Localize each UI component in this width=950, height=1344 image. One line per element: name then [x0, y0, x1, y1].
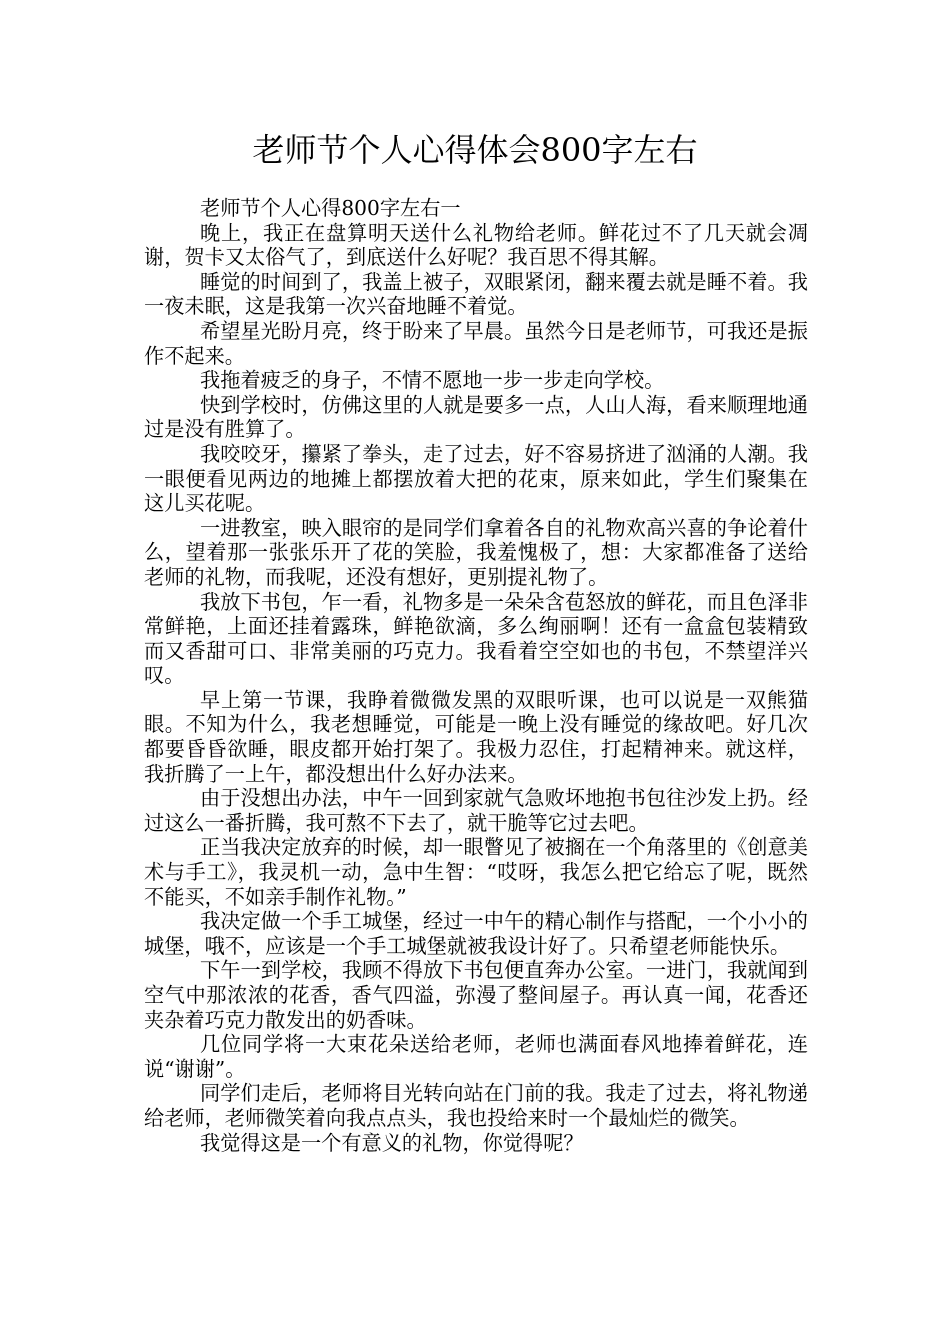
paragraph: 我觉得这是一个有意义的礼物，你觉得呢？ [200, 1130, 584, 1155]
paragraph: 我拖着疲乏的身子，不情不愿地一步一步走向学校。 [200, 368, 665, 393]
paragraph: 同学们走后，老师将目光转向站在门前的我。我走了过去，将礼物递给老师，老师微笑着向我点点头，我也投给来时一个最灿烂的微笑。 [144, 1081, 808, 1130]
paragraph: 我咬咬牙，攥紧了拳头，走了过去，好不容易挤进了汹涌的人潮。我一眼便看见两边的地摊上都摆放着大把的花束，原来如此，学生们聚集在这儿买花呢。 [144, 441, 808, 516]
paragraph: 晚上，我正在盘算明天送什么礼物给老师。鲜花过不了几天就会凋谢，贺卡又太俗气了，到底送什么好呢？我百思不得其解。 [144, 220, 808, 270]
paragraph: 希望星光盼月亮，终于盼来了早晨。虽然今日是老师节，可我还是振作不起来。 [144, 318, 808, 368]
paragraph: 一进教室，映入眼帘的是同学们拿着各自的礼物欢高兴喜的争论着什么，望着那一张张乐开了花的笑脸，我羞愧极了，想：大家都准备了送给老师的礼物，而我呢，还没有想好，更别提礼物了。 [144, 515, 808, 589]
paragraph: 正当我决定放弃的时候，却一眼瞥见了被搁在一个角落里的《创意美术与手工》，我灵机一动，急中生智：“哎呀，我怎么把它给忘了呢，既然不能买，不如亲手制作礼物。” [144, 835, 808, 909]
paragraph: 老师节个人心得800字左右一 [200, 196, 461, 220]
paragraph: 我放下书包，乍一看，礼物多是一朵朵含苞怒放的鲜花，而且色泽非常鲜艳，上面还挂着露珠，鲜艳欲滴，多么绚丽啊！还有一盒盒包装精致而又香甜可口、非常美丽的巧克力。我看着空空如也的书包，不禁望洋兴叹。 [144, 589, 808, 688]
document-title: 老师节个人心得体会800字左右 [252, 131, 698, 169]
paragraph: 由于没想出办法，中午一回到家就气急败坏地抱书包往沙发上扔。经过这么一番折腾，我可熬不下去了，就干脆等它过去吧。 [144, 786, 808, 835]
paragraph: 早上第一节课，我睁着微微发黑的双眼听课，也可以说是一双熊猫眼。不知为什么，我老想睡觉，可能是一晚上没有睡觉的缘故吧。好几次都要昏昏欲睡，眼皮都开始打架了。我极力忍住，打起精神来。就这样，我折腾了一上午，都没想出什么好办法来。 [144, 687, 808, 786]
paragraph: 快到学校时，仿佛这里的人就是要多一点，人山人海，看来顺理地通过是没有胜算了。 [144, 392, 808, 442]
paragraph: 几位同学将一大束花朵送给老师，老师也满面春风地捧着鲜花，连说“谢谢”。 [144, 1032, 808, 1081]
paragraph: 我决定做一个手工城堡，经过一中午的精心制作与搭配，一个小小的城堡，哦不，应该是一个手工城堡就被我设计好了。只希望老师能快乐。 [144, 909, 808, 958]
paragraph: 睡觉的时间到了，我盖上被子，双眼紧闭，翻来覆去就是睡不着。我一夜未眠，这是我第一次兴奋地睡不着觉。 [144, 269, 808, 319]
document-body [144, 196, 808, 1155]
paragraph: 下午一到学校，我顾不得放下书包便直奔办公室。一进门，我就闻到空气中那浓浓的花香，香气四溢，弥漫了整间屋子。再认真一闻，花香还夹杂着巧克力散发出的奶香味。 [144, 958, 808, 1032]
